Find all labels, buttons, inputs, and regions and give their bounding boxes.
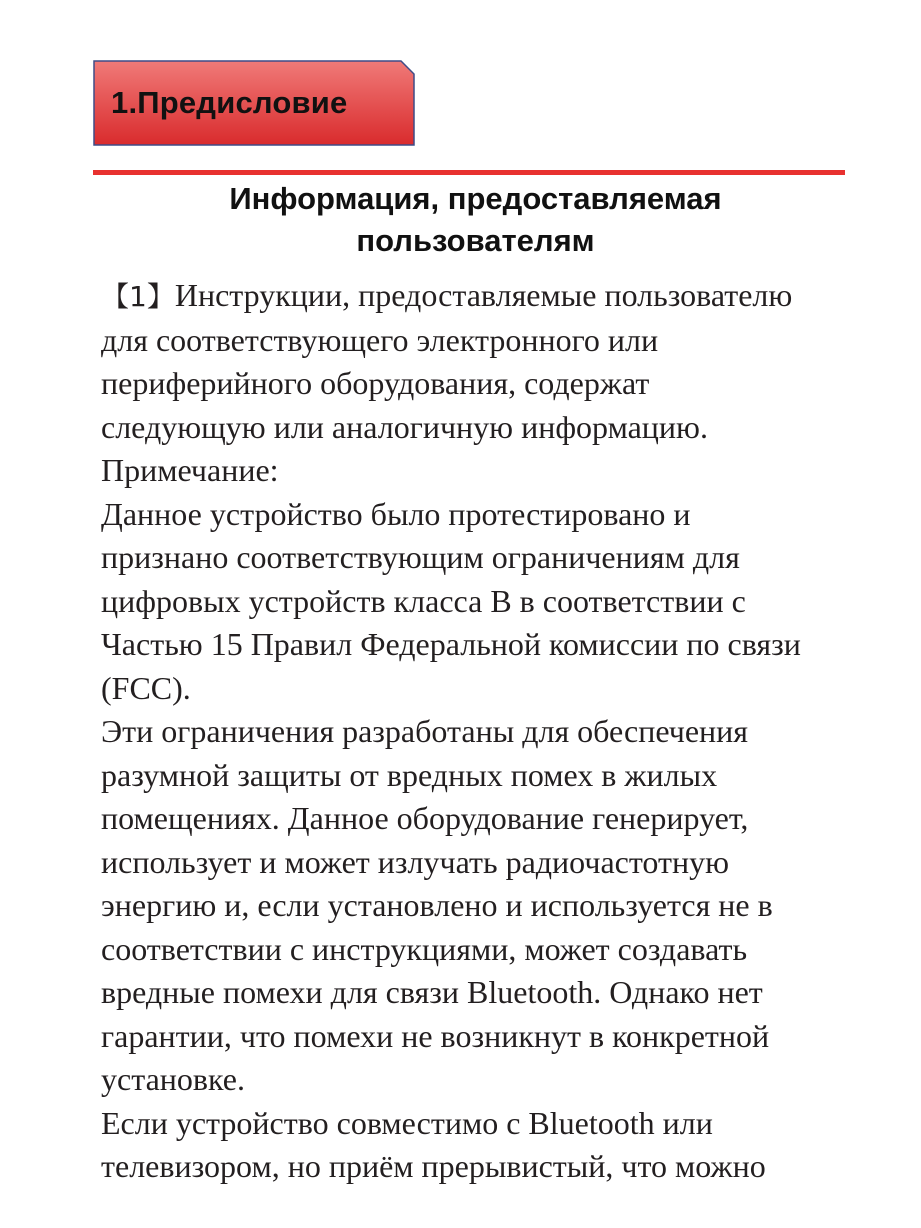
body-line: (FCC). (101, 669, 191, 706)
item-marker: 【1】 (101, 280, 175, 313)
body-line: энергию и, если установлено и используется не в (101, 887, 773, 923)
body-line: телевизором, но приём прерывистый, что можно (101, 1148, 766, 1184)
body-line: использует и может излучать радиочастотную (101, 843, 729, 880)
section-tab (93, 60, 415, 146)
body-line: разумной защиты от вредных помех в жилых (101, 756, 718, 793)
body-line: периферийного оборудования, содержат (101, 365, 650, 401)
heading-line-1: Информация, предоставляемая (229, 181, 722, 216)
body-line: Эти ограничения разработаны для обеспечения (101, 713, 749, 749)
page-heading (93, 178, 858, 262)
body-line: соответствии с инструкциями, может создавать (101, 930, 748, 967)
body-text (101, 274, 901, 1189)
body-line: установке. (101, 1061, 245, 1097)
heading-line-2: пользователям (356, 223, 595, 258)
body-line: гарантии, что помехи не возникнут в конкретной (101, 1017, 770, 1054)
body-line: для соответствующего электронного или (101, 321, 659, 358)
body-line: Если устройство совместимо с Bluetooth или (101, 1104, 713, 1141)
body-line: Данное устройство было протестировано и (101, 495, 691, 532)
body-line: помещениях. Данное оборудование генерирует, (101, 800, 749, 836)
body-line: вредные помехи для связи Bluetooth. Однако нет (101, 974, 763, 1010)
body-line: следующую или аналогичную информацию. (101, 408, 708, 445)
section-title: 1.Предисловие (111, 85, 348, 120)
body-line: цифровых устройств класса B в соответствии с (101, 582, 746, 619)
note-label: Примечание: (101, 452, 279, 488)
body-line: Частью 15 Правил Федеральной комиссии по связи (101, 626, 801, 662)
body-line: 【1】Инструкции, предоставляемые пользователю (101, 277, 793, 313)
body-line: признано соответствующим ограничениям для (101, 539, 740, 575)
section-divider (93, 170, 845, 175)
